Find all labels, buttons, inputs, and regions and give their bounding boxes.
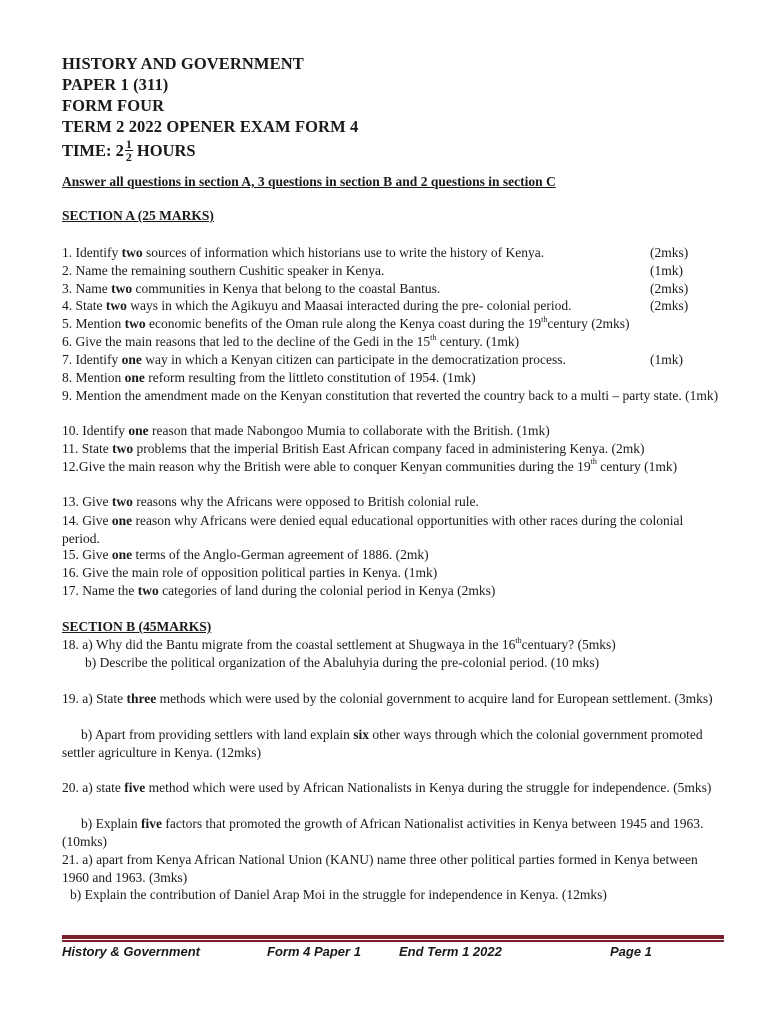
question-13: 13. Give two reasons why the Africans were opposed to British colonial rule. — [62, 494, 479, 509]
time-prefix: TIME: 2 — [62, 140, 124, 160]
question-10: 10. Identify one reason that made Nabongoo Mumia to collaborate with the British. (1mk) — [62, 423, 550, 438]
question-21b: b) Explain the contribution of Daniel Arap Moi in the struggle for independence in Kenya. (12mks) — [70, 887, 607, 902]
footer-subject: History & Government — [62, 944, 200, 959]
paper-code: PAPER 1 (311) — [62, 75, 169, 94]
time-fraction — [125, 138, 133, 163]
question-20b: b) Explain five factors that promoted the growth of African Nationalist activities in Kenya between 1945 and 1963. (10mks) — [62, 816, 704, 849]
question-4-marks: (2mks) — [650, 298, 689, 313]
question-12: 12.Give the main reason why the British were able to conquer Kenyan communities during the 19th century (1mk) — [62, 457, 678, 474]
question-7: 7. Identify one way in which a Kenyan citizen can participate in the democratization process. — [62, 352, 566, 367]
question-8: 8. Mention one reform resulting from the littleto constitution of 1954. (1mk) — [62, 370, 476, 385]
question-1: 1. Identify two sources of information which historians use to write the history of Kenya. — [62, 245, 545, 260]
question-14: 14. Give one reason why Africans were denied equal educational opportunities with other races during the colonial period. — [62, 513, 684, 546]
question-19a: 19. a) State three methods which were used by the colonial government to acquire land for European settlement. (3mks) — [62, 691, 713, 706]
section-a-title: SECTION A (25 MARKS) — [62, 208, 214, 223]
footer-rule-thin — [62, 940, 724, 942]
question-17: 17. Name the two categories of land during the colonial period in Kenya (2mks) — [62, 583, 496, 598]
question-3: 3. Name two communities in Kenya that belong to the coastal Bantus. — [62, 281, 441, 296]
question-2-marks: (1mk) — [650, 263, 683, 278]
question-5: 5. Mention two economic benefits of the Oman rule along the Kenya coast during the 19thcentury (2mks) — [62, 315, 630, 331]
footer-form: Form 4 Paper 1 — [267, 944, 361, 959]
question-1-marks: (2mks) — [650, 245, 689, 260]
footer-term: End Term 1 2022 — [399, 944, 502, 959]
question-2: 2. Name the remaining southern Cushitic speaker in Kenya. — [62, 263, 385, 278]
fraction-numerator: 1 — [125, 137, 132, 151]
question-19b: b) Apart from providing settlers with land explain six other ways through which the colonial government promoted settler agriculture in Kenya. (12mks) — [62, 727, 703, 760]
question-4: 4. State two ways in which the Agikuyu and Maasai interacted during the pre- colonial period. — [62, 298, 572, 313]
question-18a: 18. a) Why did the Bantu migrate from the coastal settlement at Shugwaya in the 16thcentuary? (5mks) — [62, 636, 616, 652]
footer-rule — [62, 935, 724, 939]
question-9: 9. Mention the amendment made on the Kenyan constitution that reverted the country back to a multi – party state. (1mk) — [62, 388, 719, 403]
subject-title: HISTORY AND GOVERNMENT — [62, 54, 304, 73]
question-15: 15. Give one terms of the Anglo-German agreement of 1886. (2mk) — [62, 547, 429, 562]
section-b-title: SECTION B (45MARKS) — [62, 619, 212, 634]
question-16: 16. Give the main role of opposition political parties in Kenya. (1mk) — [62, 565, 438, 580]
question-6: 6. Give the main reasons that led to the decline of the Gedi in the 15th century. (1mk) — [62, 333, 520, 349]
question-7-marks: (1mk) — [650, 352, 683, 367]
footer-page: Page 1 — [610, 944, 652, 959]
question-20a: 20. a) state five method which were used by African Nationalists in Kenya during the struggle for independence. (5mks) — [62, 780, 712, 795]
form-level: FORM FOUR — [62, 96, 165, 115]
question-21a: 21. a) apart from Kenya African National Union (KANU) name three other political parties formed in Kenya between 1960 and 1963. (3mks) — [62, 852, 698, 885]
question-3-marks: (2mks) — [650, 281, 689, 296]
exam-title: TERM 2 2022 OPENER EXAM FORM 4 — [62, 117, 359, 136]
instructions: Answer all questions in section A, 3 questions in section B and 2 questions in section C — [62, 174, 556, 189]
question-11: 11. State two problems that the imperial British East African company faced in administering Kenya. (2mk) — [62, 441, 645, 456]
time-suffix: HOURS — [136, 140, 196, 160]
question-18b: b) Describe the political organization of the Abaluhyia during the pre-colonial period. (10 mks) — [85, 655, 600, 670]
fraction-denominator: 2 — [125, 150, 132, 164]
time-allowed — [62, 138, 196, 163]
